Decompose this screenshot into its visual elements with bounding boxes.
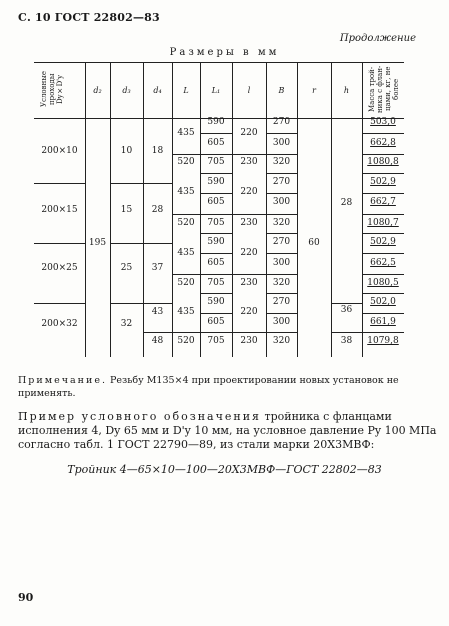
row-separator — [232, 154, 266, 155]
passage-cell: 200×10 — [41, 146, 78, 156]
row-separator — [200, 313, 232, 314]
column-header-l: l — [247, 86, 251, 95]
row-separator — [200, 133, 232, 134]
row-separator — [362, 193, 404, 194]
B-cell: 300 — [272, 138, 291, 148]
mass-cell: 502,9 — [370, 237, 396, 247]
row-separator — [266, 332, 297, 333]
row-separator — [266, 193, 297, 194]
L-cell: 435 — [177, 127, 195, 138]
L-cell: 520 — [177, 278, 195, 288]
row-separator — [172, 154, 200, 155]
page-number: 90 — [18, 591, 34, 604]
row-separator — [331, 303, 362, 304]
group-separator — [110, 183, 172, 184]
mass-cell: 1079,8 — [367, 336, 399, 346]
L-cell: 520 — [177, 157, 195, 167]
r-cell: 60 — [308, 238, 320, 248]
column-rule — [297, 62, 298, 357]
mass-cell: 662,8 — [370, 138, 396, 148]
B-cell: 300 — [272, 258, 291, 268]
B-cell: 270 — [272, 237, 291, 247]
row-separator — [362, 233, 404, 234]
row-separator — [266, 313, 297, 314]
row-separator — [200, 332, 232, 333]
mass-cell: 1080,5 — [367, 278, 399, 288]
mass-cell: 662,5 — [370, 258, 396, 268]
B-cell: 300 — [272, 197, 291, 207]
l-cell: 230 — [240, 336, 258, 346]
row-separator — [232, 214, 266, 215]
d4-cell: 37 — [151, 263, 164, 273]
row-separator — [200, 214, 232, 215]
row-separator — [331, 332, 362, 333]
l-cell: 220 — [240, 127, 258, 138]
column-header-d4: d₄ — [153, 86, 162, 95]
passage-cell: 200×25 — [41, 263, 78, 273]
mass-cell: 1080,8 — [367, 157, 399, 167]
row-separator — [266, 214, 297, 215]
L-cell: 435 — [177, 187, 195, 197]
h-cell: 28 — [340, 198, 353, 208]
d4-cell: 18 — [151, 146, 164, 156]
column-header-l1: L₁ — [211, 86, 221, 95]
column-header-passage: Условные проходы Dy×D'y — [40, 71, 64, 107]
row-separator — [200, 253, 232, 254]
designation-formula: Тройник 4—65×10—100—20Х3МВФ—ГОСТ 22802—83 — [67, 463, 382, 476]
row-separator — [200, 173, 232, 174]
row-separator — [362, 274, 404, 275]
l-cell: 230 — [240, 278, 258, 288]
L1-cell: 705 — [207, 218, 225, 228]
column-header-d2: d₂ — [93, 86, 102, 95]
row-separator — [266, 253, 297, 254]
row-separator — [172, 332, 200, 333]
B-cell: 320 — [272, 157, 291, 167]
table-top-rule — [34, 62, 404, 63]
L-cell: 520 — [177, 336, 195, 346]
table-title: Размеры в мм — [169, 47, 280, 58]
B-cell: 300 — [272, 317, 291, 327]
L1-cell: 590 — [207, 237, 225, 247]
row-separator — [266, 274, 297, 275]
L-cell: 520 — [177, 218, 195, 228]
mass-cell: 662,7 — [370, 197, 396, 207]
d3-cell: 25 — [120, 263, 133, 273]
mass-cell: 502,9 — [370, 177, 396, 187]
column-header-r: r — [312, 86, 316, 95]
column-header-h: h — [343, 86, 350, 95]
L-cell: 435 — [177, 307, 195, 317]
row-separator — [200, 274, 232, 275]
row-separator — [266, 293, 297, 294]
h-cell: 38 — [340, 336, 353, 346]
row-separator — [362, 332, 404, 333]
d3-cell: 10 — [120, 146, 133, 156]
passage-cell: 200×15 — [41, 205, 78, 215]
passage-cell: 200×32 — [41, 319, 78, 329]
L1-cell: 605 — [207, 258, 225, 268]
row-separator — [362, 293, 404, 294]
column-rule — [85, 62, 86, 357]
L1-cell: 605 — [207, 317, 225, 327]
d4-cell: 48 — [151, 336, 164, 346]
group-separator — [34, 303, 85, 304]
page-header-doc-id: С. 10 ГОСТ 22802—83 — [18, 11, 160, 24]
d3-cell: 15 — [120, 205, 133, 215]
mass-cell: 503,0 — [370, 117, 396, 127]
row-separator — [172, 274, 200, 275]
L-cell: 435 — [177, 247, 195, 258]
mass-cell: 661,9 — [370, 317, 396, 327]
L1-cell: 605 — [207, 138, 225, 148]
L1-cell: 705 — [207, 278, 225, 288]
row-separator — [266, 154, 297, 155]
row-separator — [362, 133, 404, 134]
L1-cell: 705 — [207, 157, 225, 167]
l-cell: 220 — [240, 307, 258, 317]
row-separator — [200, 293, 232, 294]
row-separator — [362, 253, 404, 254]
d2-cell: 195 — [88, 238, 107, 248]
l-cell: 230 — [240, 218, 258, 228]
row-separator — [266, 233, 297, 234]
row-separator — [232, 332, 266, 333]
L1-cell: 705 — [207, 336, 225, 346]
h-cell: 36 — [340, 305, 353, 315]
B-cell: 270 — [272, 117, 291, 127]
L1-cell: 590 — [207, 117, 225, 127]
d4-cell: 43 — [151, 307, 164, 317]
group-separator — [110, 303, 172, 304]
row-separator — [200, 233, 232, 234]
mass-cell: 1080,7 — [367, 218, 399, 228]
l-cell: 220 — [240, 187, 258, 197]
example-lead: Пример условного обозначения — [18, 410, 261, 423]
L1-cell: 590 — [207, 177, 225, 187]
l-cell: 220 — [240, 247, 258, 258]
column-header-l: L — [183, 86, 189, 95]
l-cell: 230 — [240, 157, 258, 167]
mass-cell: 502,0 — [370, 297, 396, 307]
group-separator — [34, 243, 85, 244]
row-separator — [200, 193, 232, 194]
L1-cell: 605 — [207, 197, 225, 207]
group-separator — [110, 243, 172, 244]
d4-cell: 28 — [151, 205, 164, 215]
row-separator — [172, 214, 200, 215]
group-separator — [34, 183, 85, 184]
B-cell: 270 — [272, 177, 291, 187]
column-header-b: B — [278, 86, 285, 95]
B-cell: 320 — [272, 278, 291, 288]
row-separator — [143, 332, 172, 333]
row-separator — [266, 133, 297, 134]
d3-cell: 32 — [120, 319, 133, 329]
column-header-d3: d₃ — [122, 86, 131, 95]
row-separator — [362, 173, 404, 174]
row-separator — [362, 154, 404, 155]
continuation-label: Продолжение — [339, 33, 416, 44]
B-cell: 320 — [272, 218, 291, 228]
example-text: тройника с фланцами исполнения 4, Dy 65 мм и D'y 10 мм, на условное давление Py 100 МПа согласно табл. 1 ГОСТ 22790—89, из стали марки 20Х3МВФ: — [18, 410, 437, 451]
row-separator — [362, 214, 404, 215]
designation-example — [18, 410, 438, 452]
B-cell: 320 — [272, 336, 291, 346]
column-header-mass: Масса трой- ника с флан- цами, кг, не более — [368, 65, 400, 113]
L1-cell: 590 — [207, 297, 225, 307]
note-label: Примечание. — [18, 375, 107, 386]
row-separator — [362, 313, 404, 314]
table-note — [18, 374, 433, 400]
row-separator — [200, 154, 232, 155]
note-text: Резьбу М135×4 при проектировании новых установок не применять. — [18, 375, 399, 399]
row-separator — [232, 274, 266, 275]
row-separator — [266, 173, 297, 174]
B-cell: 270 — [272, 297, 291, 307]
